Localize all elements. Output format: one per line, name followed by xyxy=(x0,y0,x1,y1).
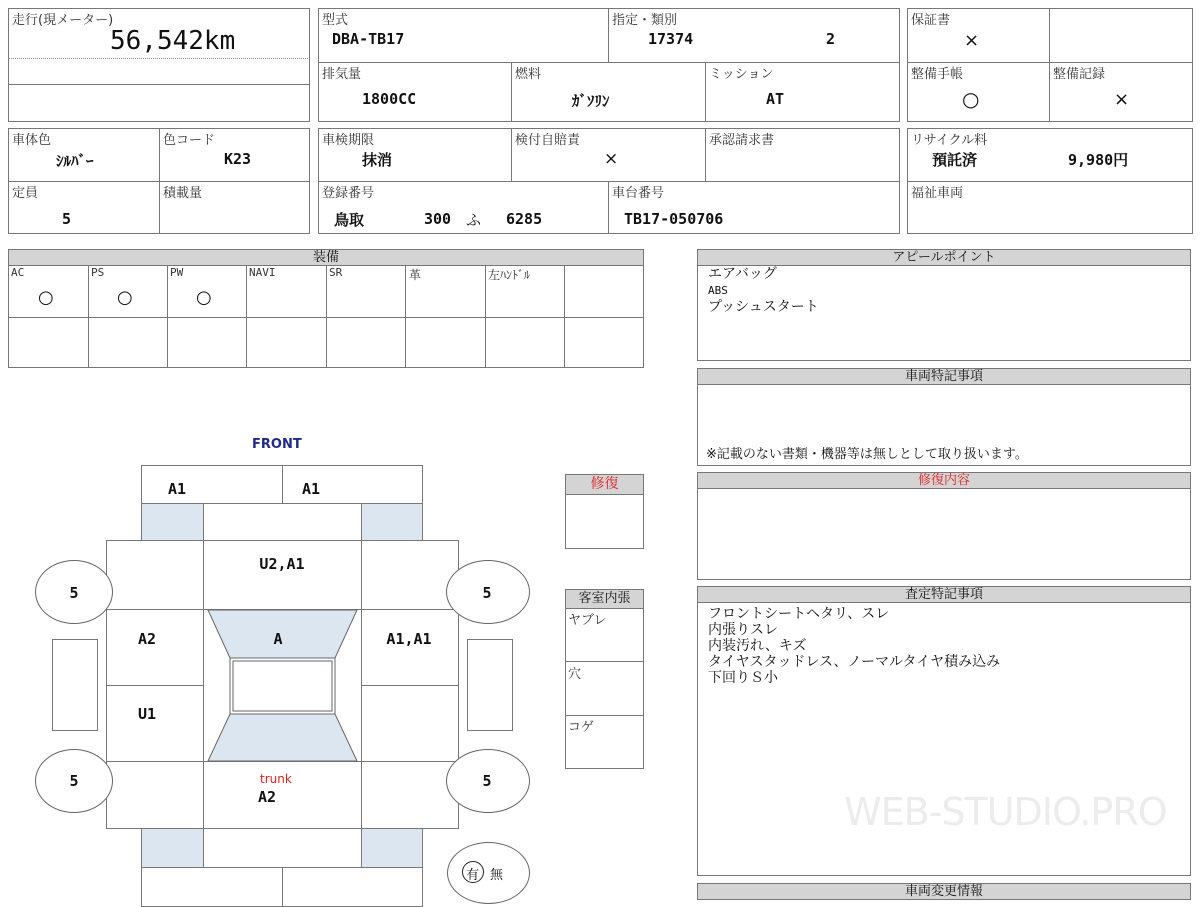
displacement-value: 1800CC xyxy=(362,90,417,108)
left-front-fender xyxy=(106,540,204,610)
registration-class: 300 xyxy=(424,210,452,228)
watermark: WEB-STUDIO.PRO xyxy=(844,790,1167,834)
equip-ps-label: PS xyxy=(91,266,105,279)
right-front-door-value: A1,A1 xyxy=(386,630,432,648)
repair-box xyxy=(565,494,644,549)
load-label: 積載量 xyxy=(163,186,203,201)
change-header: 車両変更情報 xyxy=(697,883,1191,900)
left-rear-fender xyxy=(106,761,204,829)
tire-fl-value: 5 xyxy=(69,584,79,602)
warranty-label: 保証書 xyxy=(911,13,951,28)
registration-kana: ふ xyxy=(466,211,482,229)
front-label: FRONT xyxy=(252,437,302,452)
inspection-label: 車検期限 xyxy=(322,133,375,148)
registration-region: 鳥取 xyxy=(334,211,365,229)
chassis-label: 車台番号 xyxy=(612,186,665,201)
front-bumper-left-value: A1 xyxy=(167,480,187,498)
color-code-label: 色コード xyxy=(163,133,216,148)
roof xyxy=(230,658,335,714)
body-color-value: ｼﾙﾊﾞｰ xyxy=(56,152,94,170)
displacement-label: 排気量 xyxy=(322,67,362,82)
equip-leather-label: 革 xyxy=(409,268,422,282)
front-bumper-left xyxy=(141,465,283,504)
body-color-label: 車体色 xyxy=(12,133,52,148)
roof-value: A xyxy=(273,630,283,648)
right-rear-door xyxy=(361,685,459,762)
maint-book-value: ○ xyxy=(962,87,980,111)
inspection-value: 抹消 xyxy=(362,151,393,169)
front-left-fender-top xyxy=(141,503,204,541)
mileage-label: 走行(現メーター) xyxy=(12,13,114,28)
designation-value-1: 17374 xyxy=(648,30,694,48)
spare-tire xyxy=(447,842,530,904)
equip-ps-value: ○ xyxy=(117,287,133,308)
equip-lhd-label: 左ﾊﾝﾄﾞﾙ xyxy=(488,268,531,282)
equipment-header: 装備 xyxy=(8,249,644,266)
transmission-value: AT xyxy=(766,90,785,108)
spare-yes-label: 有 xyxy=(466,868,480,883)
recycle-amount: 9,980円 xyxy=(1068,151,1129,169)
chassis-value: TB17-050706 xyxy=(624,210,724,228)
right-front-fender xyxy=(361,540,459,610)
spare-no-label: 無 xyxy=(490,868,504,883)
maint-record-label: 整備記録 xyxy=(1053,67,1106,82)
designation-value-2: 2 xyxy=(826,30,836,48)
recycle-status: 預託済 xyxy=(932,151,978,169)
transmission-label: ミッション xyxy=(709,67,774,82)
assessment-line-1: フロントシートヘタリ、スレ xyxy=(708,606,890,622)
fuel-value: ｶﾞｿﾘﾝ xyxy=(572,92,610,110)
rear-right-fender-bottom xyxy=(361,828,423,868)
assessment-line-3: 内装汚れ、キズ xyxy=(708,638,807,654)
rear-center xyxy=(203,828,362,868)
warranty-value: × xyxy=(964,30,980,51)
equip-ac-value: ○ xyxy=(38,287,54,308)
model-label: 型式 xyxy=(322,13,349,28)
welfare-label: 福祉車両 xyxy=(911,186,964,201)
designation-label: 指定・類別 xyxy=(612,13,678,28)
interior-header: 客室内張 xyxy=(565,589,644,609)
registration-label: 登録番号 xyxy=(322,186,375,201)
color-code-value: K23 xyxy=(224,150,252,168)
trunk-label: trunk xyxy=(260,772,292,786)
mileage-value: 56,542km xyxy=(110,26,236,56)
right-mirror xyxy=(467,639,513,731)
left-mirror xyxy=(52,639,98,731)
hood xyxy=(203,540,362,610)
approval-label: 承認請求書 xyxy=(709,133,775,148)
repair-content-box xyxy=(697,488,1191,580)
equip-pw-value: ○ xyxy=(196,287,212,308)
assessment-line-5: 下回りＳ小 xyxy=(708,670,778,686)
appeal-header: アピールポイント xyxy=(697,249,1191,266)
hood-top xyxy=(203,503,362,541)
repair-header: 修復 xyxy=(565,474,644,495)
fuel-label: 燃料 xyxy=(515,67,542,82)
repair-content-header: 修復内容 xyxy=(697,472,1191,489)
interior-tear-label: ヤブレ xyxy=(568,613,607,628)
equip-navi-label: NAVI xyxy=(249,266,276,279)
front-bumper-right-value: A1 xyxy=(301,480,321,498)
registration-number: 6285 xyxy=(506,210,543,228)
rear-bumper-left xyxy=(141,867,283,907)
interior-box xyxy=(565,608,644,769)
rear-window xyxy=(208,714,357,761)
maint-record-value: × xyxy=(1114,89,1130,110)
equip-ac-label: AC xyxy=(11,266,25,279)
rear-bumper-right xyxy=(282,867,423,907)
front-right-fender-top xyxy=(361,503,423,541)
left-front-door-value: A2 xyxy=(137,630,157,648)
special-note: ※記載のない書類・機器等は無しとして取り扱います。 xyxy=(706,447,1028,462)
equip-pw-label: PW xyxy=(170,266,184,279)
interior-burn-label: コゲ xyxy=(568,720,595,735)
insurance-label: 検付自賠責 xyxy=(515,133,581,148)
right-rear-fender xyxy=(361,761,459,829)
maint-book-label: 整備手帳 xyxy=(911,67,964,82)
appeal-line-3: プッシュスタート xyxy=(708,299,819,315)
appeal-line-2: ABS xyxy=(708,284,728,297)
tire-fr-value: 5 xyxy=(482,584,492,602)
special-header: 車両特記事項 xyxy=(697,368,1191,385)
tire-rr-value: 5 xyxy=(482,772,492,790)
assessment-line-2: 内張りスレ xyxy=(708,622,778,638)
insurance-value: × xyxy=(604,149,619,169)
assessment-line-4: タイヤスタッドレス、ノーマルタイヤ積み込み xyxy=(708,654,1001,670)
capacity-value: 5 xyxy=(62,210,72,228)
trunk-value: A2 xyxy=(257,788,277,806)
tire-rl-value: 5 xyxy=(69,772,79,790)
left-rear-door xyxy=(106,685,204,762)
hood-value: U2,A1 xyxy=(259,555,305,573)
left-rear-door-value: U1 xyxy=(137,705,157,723)
model-value: DBA-TB17 xyxy=(332,30,405,48)
appeal-line-1: エアバッグ xyxy=(708,266,777,282)
equip-sr-label: SR xyxy=(329,266,343,279)
rear-left-fender-bottom xyxy=(141,828,204,868)
assessment-header: 査定特記事項 xyxy=(697,586,1191,603)
recycle-label: リサイクル料 xyxy=(911,133,988,148)
capacity-label: 定員 xyxy=(12,186,39,201)
interior-hole-label: 穴 xyxy=(568,667,582,682)
